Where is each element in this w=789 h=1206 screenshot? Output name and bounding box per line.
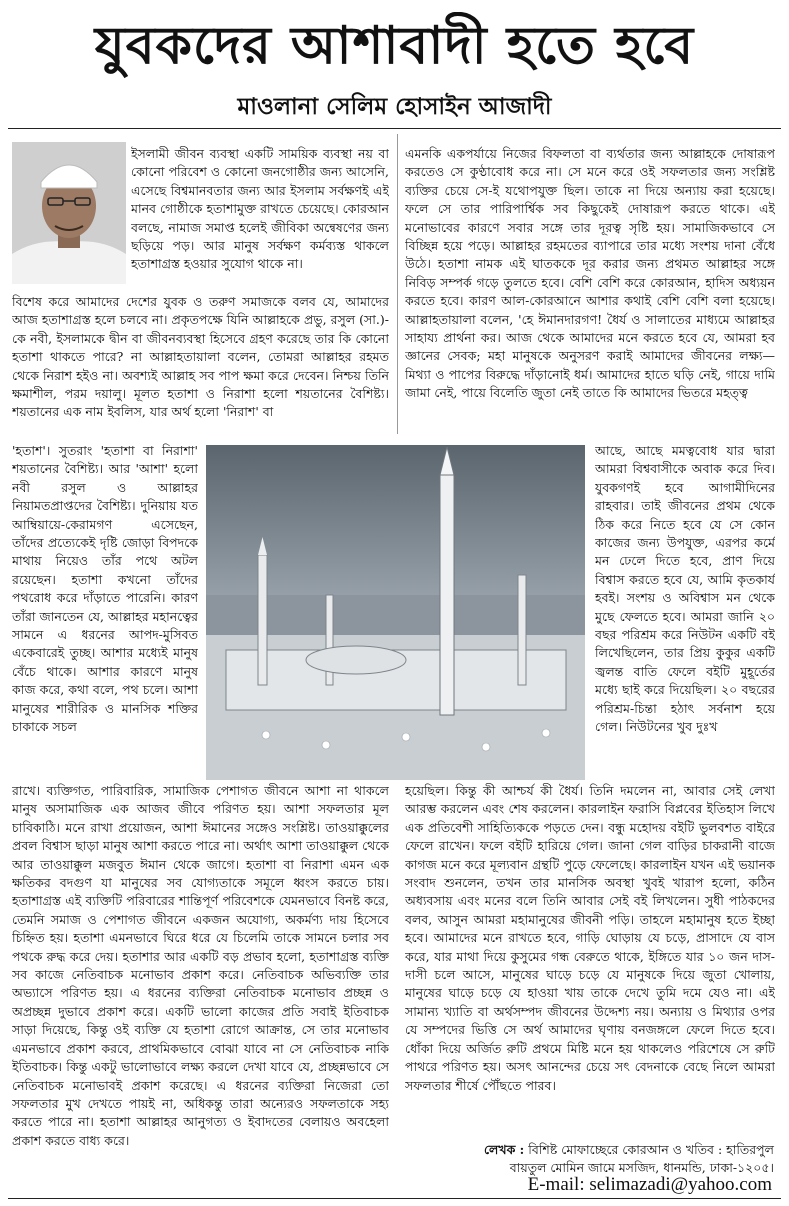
right-bottom-text: [405, 782, 775, 1138]
right-beside-photo-text: [595, 442, 775, 778]
beside-photo-paragraph-left: 'হতাশ'। সুতরাং 'হতাশা বা নিরাশা' শয়তানের বৈশিষ্ট্য। আর 'আশা' হলো নবী রসুল ও আল্লাহর নিয়ামতপ্রাপ্তদের বৈশিষ্ট্য। দুনিয়ায় যত আম্বিয়ায়ে-কেরামগণ এসেছেন, তাঁদের প্রত্যেকেই দৃষ্টি জোড়া বিপদকে মাথায় নিয়েও তাঁর পথে অটল রয়েছেন। হতাশা কখনো তাঁদের পথরোধ করে দাঁড়াতে পারেনি। কারণ তাঁরা জানতেন যে, আল্লাহর মহানত্বের সামনে এ ধরনের আপদ-মুসিবত একেবারেই তুচ্ছ। আশার মধ্যেই মানুষ বেঁচে থাকে। আশার কারণে মানুষ কাজ করে, কথা বলে, পথ চলে। আশা মানুষের শারীরিক ও মানসিক শক্তির চাকাকে সচল: [12, 443, 198, 735]
top-paragraph-right: এমনকি একপর্যায়ে নিজের বিফলতা বা ব্যর্থতার জন্য আল্লাহকে দোষারূপ করতেও সে কুণ্ঠাবোধ করে না। সে মনে করে ওই সফলতার জন্য সংশ্লিষ্ট ব্যক্তির চেয়ে সে-ই যথোপযুক্ত ছিল। তাকে না দিয়ে অন্যায় করা হয়েছে। ফলে সে তার পারিপার্শ্বিক সব কিছুকেই দোষারূপ করতে থাকে। এই মনোভাবের কারণে সবার সঙ্গে তার দূরত্ব সৃষ্টি হয়। সামাজিকভাবে সে বিচ্ছিন্ন হয়ে পড়ে। আল্লাহর রহমতের ব্যাপারে তার মধ্যে সংশয় দানা বেঁধে উঠে। হতাশা নামক এই ঘাতককে দূর করার জন্য প্রথমত আল্লাহর সঙ্গে নিবিড় সম্পর্ক গড়ে তুলতে হবে। বেশি বেশি করে কোরআন, হাদিস অধ্যয়ন করতে হবে। কারণ আল-কোরআনে আশার কথাই বেশি বেশি বলা হয়েছে। আল্লাহতায়ালা বলেন, 'হে ঈমানদারগণ! ধৈর্য ও সালাতের মাধ্যমে আল্লাহর সাহায্য প্রার্থনা কর। আজ থেকে আমাদের মনে করতে হবে যে, আমরা হব জ্ঞানের সেবক; মহা মানুষকে অনুসরণ করাই আমাদের জীবনের লক্ষ্য— মিথ্যা ও পাপের বিরুদ্ধে দাঁড়ানোই ধর্ম। আমাদের হাতে ঘড়ি নেই, গায়ে দামি জামা নেই, পায়ে বিলেতি জুতা নেই তাতে কি আমাদের ভিতরে মহত্ত্ব: [405, 146, 775, 401]
beside-photo-paragraph-right: আছে, আছে মমত্ববোধ যার দ্বারা আমরা বিশ্ববাসীকে অবাক করে দিব। যুবকগণই হবে আগামীদিনের রাহবার। তাই জীবনের প্রথম থেকে ঠিক করে নিতে হবে যে সে কোন কাজের জন্য উপযুক্ত, এরপর কর্মে মন ঢেলে দিতে হবে, প্রাণ দিয়ে বিশ্বাস করতে হবে যে, আমি কৃতকার্য হবই। সংশয় ও অবিশ্বাস মন থেকে মুছে ফেলতে হবে। আমরা জানি ২০ বছর পরিশ্রম করে নিউটন একটি বই লিখেছিলেন, তার প্রিয় কুকুর একটি জ্বলন্ত বাতি ফেলে বইটি মুহূর্তের মধ্যে ছাই করে দিয়েছিল। ২০ বছরের পরিশ্রম-চিন্তা হঠাৎ সর্বনাশ হয়ে গেল। নিউটনের খুব দুঃখ: [595, 443, 775, 735]
bottom-paragraph-right: হয়েছিল। কিন্তু কী আশ্চর্য কী ধৈর্য। তিনি দমলেন না, আবার সেই লেখা আরম্ভ করলেন এবং শেষ করলেন। কারলাইন ফরাসি বিপ্লবের ইতিহাস লিখে এক প্রতিবেশী সাহিত্যিককে পড়তে দেন। বন্ধু মহোদয় বইটি ভুলবশত বাইরে ফেলে রাখেন। ফলে বইটি হারিয়ে গেল। জানা গেল বাড়ির চাকরানী বাজে কাগজ মনে করে মূল্যবান গ্রন্থটি পুড়ে ফেলেছে। কারলাইন যখন এই ভয়ানক সংবাদ শুনলেন, তখন তার মানসিক অবস্থা খুবই খারাপ হলো, কঠিন অধ্যবসায় এবং মনের বলে তিনি আবার সেই বই লিখলেন। সুধী পাঠকদের বলব, আসুন আমরা মহামানুষের জীবনী পড়ি। তাহলে মহামানুষ হতে ইচ্ছা হবে। আমাদের মনে রাখতে হবে, গাড়ি ঘোড়ায় যে চড়ে, প্রাসাদে যে বাস করে, যার মাথা দিয়ে কুসুমের গন্ধ বেরুতে থাকে, ইঙ্গিতে যার ১০ জন দাস-দাসী চলে আসে, মানুষের ঘাড়ে চড়ে যে মানুষকে দিয়ে জুতা খোলায়, মানুষের ঘাড়ে চড়ে যে হাওয়া খায় তাকে দেখে তুমি দমে যেও না। এই সামান্য খ্যাতি বা অর্থসম্পদ জীবনের উদ্দেশ্য নয়। অন্যায় ও মিথ্যার ওপর যে সম্পদের ভিত্তি সে অর্থ আমাদের ঘৃণায় বনজঙ্গলে ফেলে দিতে হবে। ধোঁকা দিয়ে অর্জিত রুটি প্রথমে মিষ্টি মনে হয় থাকলেও পরিশেষে সে রুটি পাথরে পরিণত হয়। অসৎ আনন্দের চেয়ে সৎ বেদনাকে বেছে নিলে আমরা সফলতার শীর্ষে পৌঁছতে পারব।: [405, 783, 775, 1093]
mosque-photo: [206, 445, 585, 780]
right-top-text: [405, 145, 775, 441]
author-byline: মাওলানা সেলিম হোসাইন আজাদী: [237, 94, 552, 120]
left-body-text: [12, 293, 389, 440]
author-portrait: [12, 142, 126, 284]
bottom-rule: [8, 1198, 781, 1199]
credit-line2: বায়তুল মোমিন জামে মসজিদ, ধানমন্ডি, ঢাকা-১২০৫।: [509, 1160, 774, 1175]
credit-line1: বিশিষ্ট মোফাচ্ছেরে কোরআন ও খতিব : হাতিরপুল: [528, 1142, 774, 1157]
body-paragraph: বিশেষ করে আমাদের দেশের যুবক ও তরুণ সমাজকে বলব যে, আমাদের আজ হতাশাগ্রস্ত হলে চলবে না। প্রকৃতপক্ষে যিনি আল্লাহকে প্রভু, রসুল (সা.)-কে নবী, ইসলামকে দ্বীন বা জীবনব্যবস্থা হিসেবে গ্রহণ করেছে তার কি কোনো হতাশা থাকতে পারে? না আল্লাহতায়ালা বলেন, তোমরা আল্লাহর রহমত থেকে নিরাশ হইও না। অবশ্যই আল্লাহ সব পাপ ক্ষমা করে দেবেন। নিশ্চয় তিনি ক্ষমাশীল, পরম দয়ালু। মূলত হতাশা ও নিরাশা হলো শয়তানের বৈশিষ্ট্য। শয়তানের এক নাম ইবলিস, যার অর্থ হলো 'নিরাশ' বা: [12, 294, 389, 420]
headline: যুবকদের আশাবাদী হতে হবে: [94, 16, 695, 76]
intro-paragraph: ইসলামী জীবন ব্যবস্থা একটি সাময়িক ব্যবস্থা নয় বা কোনো পরিবেশ ও কোনো জনগোষ্ঠীর জন্য আসেনি, এসেছে বিশ্বমানবতার জন্য আর ইসলাম সর্বক্ষণই এই মানব গোষ্ঠীকে হতাশামুক্ত রাখতে চেয়েছে। কোরআন বলছে, নামাজ সমাপ্ত হলেই জীবিকা অন্বেষণের জন্য ছড়িয়ে পড়। আর মানুষ সর্বক্ষণ কর্মব্যস্ত থাকলে হতাশাগ্রস্ত হওয়ার সুযোগ থাকে না।: [131, 146, 389, 272]
bottom-paragraph-left: রাখে। ব্যক্তিগত, পারিবারিক, সামাজিক পেশাগত জীবনে আশা না থাকলে মানুষ অসামাজিক এক আজব জীবে পরিণত হয়। আশা সফলতার মূল চাবিকাঠি। মনে রাখা প্রয়োজন, আশা ঈমানের সঙ্গেও সংশ্লিষ্ট। তাওয়াক্কুলের প্রবল বিশ্বাস ছাড়া মানুষ আশা করতে পারে না। অর্থাৎ আশা তাওয়াক্কুল থেকে আর তাওয়াক্কুল মজবুত ঈমান থেকে জাগে। হতাশা বা নিরাশা এমন এক ক্ষতিকর বদগুণ যা মানুষের সব যোগ্যতাকে সমূলে ধ্বংস করতে চায়। হতাশাগ্রস্ত এই ব্যক্তিটি পরিবারের শান্তিপূর্ণ পরিবেশকে যেমনভাবে বিনষ্ট করে, তেমনি সমাজ ও পেশাগত জীবনে একজন অযোগ্য, অকর্মণ্য দায় হিসেবে চিহ্নিত হয়। হতাশা এমনভাবে ঘিরে ধরে যে চিলেমি তাকে সামনে চলার সব পথকে রুদ্ধ করে দেয়। হতাশার আর একটি বড় প্রভাব হলো, হতাশাগ্রস্ত ব্যক্তি সব কাজে নেতিবাচক মনোভাব প্রকাশ করে। নেতিবাচক অভিব্যক্তি তার অভ্যাসে পরিণত হয়। এ ধরনের ব্যক্তিরা নেতিবাচক মনোভাব প্রচ্ছন্ন ও অপ্রচ্ছন্ন দুভাবে প্রকাশ করে। একটি ভালো কাজের প্রতি সবাই ইতিবাচক সাড়া দিয়েছে, কিন্তু ওই ব্যক্তি যে হতাশা রোগে আক্রান্ত, সে তার মনোভাব এমনভাবে প্রকাশ করবে, প্রাথমিকভাবে বোঝা যাবে না সে নেতিবাচক নাকি ইতিবাচক। কিন্তু একটু ভালোভাবে লক্ষ্য করলে দেখা যাবে যে, প্রচ্ছন্নভাবে সে নেতিবাচক মনোভাবই প্রকাশ করেছে। এ ধরনের ব্যক্তিরা নিজেরা তো সফলতার মুখ দেখতে পায়ই না, অধিকন্তু তারা অন্যেরও সফলতাকে সহ্য করতে পারে না। হতাশা আল্লাহর আনুগত্য ও ইবাদতের বেলায়ও অবহেলা প্রকাশ করতে বাধ্য করে।: [12, 783, 389, 1148]
credit-lead: লেখক :: [483, 1142, 525, 1157]
left-bottom-text: [12, 782, 389, 1196]
top-rule: [8, 128, 781, 129]
author-credit: [400, 1141, 774, 1177]
author-email[interactable]: E-mail: selimazadi@yahoo.com: [527, 1174, 772, 1195]
left-beside-photo-text: [12, 442, 198, 778]
column-divider: [397, 134, 398, 434]
